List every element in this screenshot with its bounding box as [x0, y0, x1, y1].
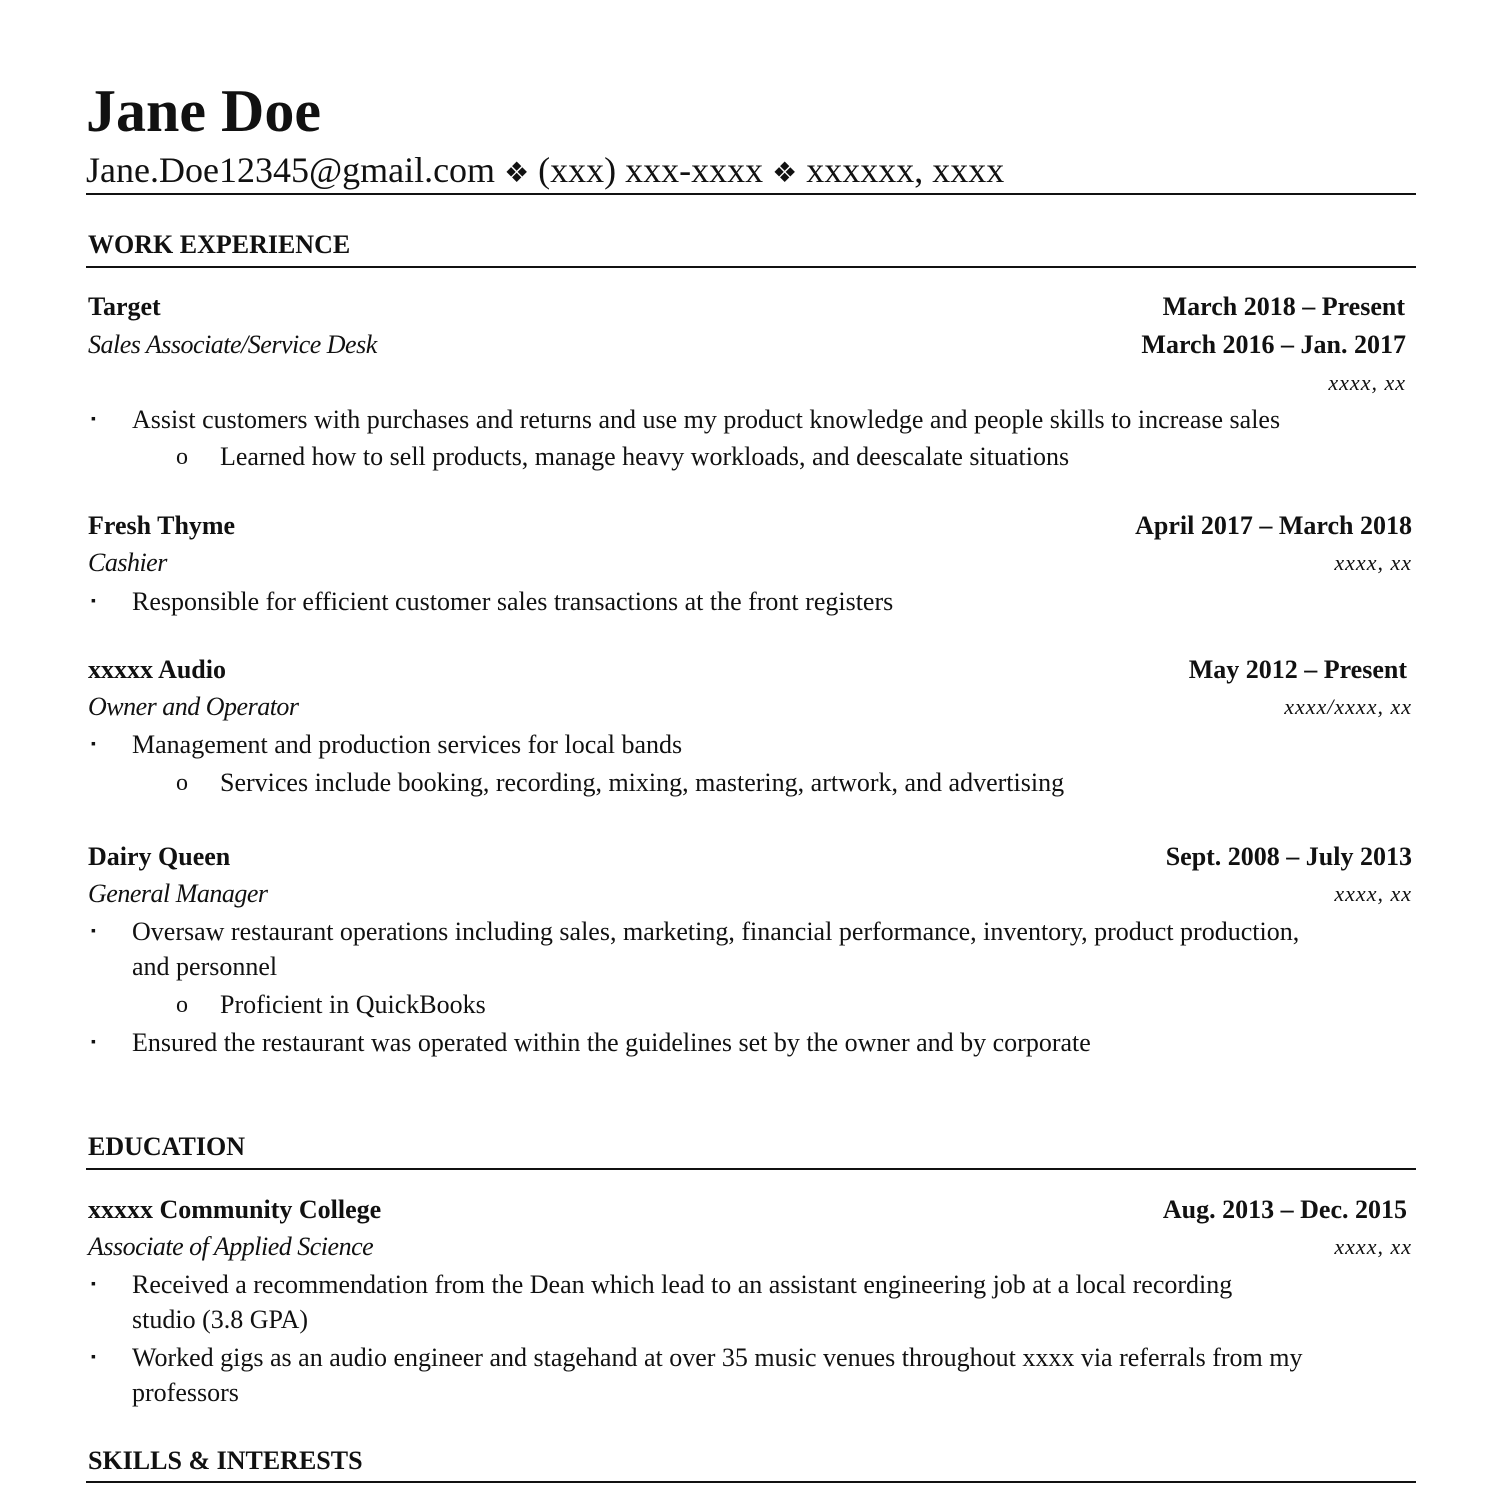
company: Fresh Thyme [88, 511, 236, 540]
dates: Aug. 2013 – Dec. 2015 [1162, 1195, 1407, 1224]
dates: March 2016 – Jan. 2017 [1141, 330, 1406, 359]
email: Jane.Doe12345@gmail.com [86, 150, 496, 190]
separator-icon: ❖ [504, 158, 530, 189]
school: xxxxx Community College [88, 1195, 382, 1224]
bullet-icon: ▪ [91, 1277, 96, 1292]
separator-icon: ❖ [772, 158, 798, 189]
bullet-icon: ▪ [91, 924, 96, 939]
bullet-text: Assist customers with purchases and returns and use my product knowledge and people skills to increase sales [132, 405, 1281, 434]
sub-bullet-icon: o [176, 770, 188, 796]
degree: Associate of Applied Science [88, 1232, 374, 1261]
bullet-text-continued: professors [132, 1378, 239, 1407]
job-location: xxxx, xx [1334, 881, 1412, 906]
divider [86, 266, 1416, 268]
school-location: xxxx, xx [1334, 1234, 1412, 1259]
dates: May 2012 – Present [1188, 655, 1407, 684]
bullet-icon: ▪ [91, 1350, 96, 1365]
bullet-icon: ▪ [91, 412, 96, 427]
sub-bullet-text: Proficient in QuickBooks [220, 990, 486, 1019]
job-title: Owner and Operator [88, 692, 299, 721]
section-heading-skills: SKILLS & INTERESTS [88, 1446, 363, 1475]
sub-bullet-icon: o [176, 992, 188, 1018]
location: xxxxxx, xxxx [806, 150, 1005, 190]
section-heading-education: EDUCATION [88, 1132, 245, 1161]
job-title: Sales Associate/Service Desk [88, 330, 377, 359]
sub-bullet-text: Learned how to sell products, manage heavy workloads, and deescalate situations [220, 442, 1070, 471]
candidate-name: Jane Doe [86, 78, 321, 144]
bullet-text: Responsible for efficient customer sales transactions at the front registers [132, 587, 894, 616]
bullet-text: Oversaw restaurant operations including sales, marketing, financial performance, inventory, product production, [132, 917, 1300, 946]
bullet-text-continued: studio (3.8 GPA) [132, 1305, 309, 1334]
job-location: xxxx, xx [1334, 550, 1412, 575]
company: Dairy Queen [88, 842, 231, 871]
divider [86, 1481, 1416, 1483]
section-heading-work: WORK EXPERIENCE [88, 230, 351, 259]
dates: March 2018 – Present [1162, 292, 1405, 321]
dates: Sept. 2008 – July 2013 [1165, 842, 1412, 871]
divider [86, 1168, 1416, 1170]
job-title: General Manager [88, 879, 268, 908]
company: xxxxx Audio [88, 655, 226, 684]
dates: April 2017 – March 2018 [1135, 511, 1412, 540]
bullet-icon: ▪ [91, 737, 96, 752]
bullet-text: Ensured the restaurant was operated within the guidelines set by the owner and by corporate [132, 1028, 1091, 1057]
contact-line [86, 148, 1004, 196]
company: Target [88, 292, 161, 321]
job-location: xxxx, xx [1328, 370, 1406, 395]
job-location: xxxx/xxxx, xx [1284, 694, 1412, 719]
sub-bullet-icon: o [176, 444, 188, 470]
divider [86, 193, 1416, 195]
bullet-icon: ▪ [91, 1035, 96, 1050]
bullet-text: Worked gigs as an audio engineer and stagehand at over 35 music venues throughout xxxx via referrals from my [132, 1343, 1303, 1372]
bullet-text: Received a recommendation from the Dean which lead to an assistant engineering job at a local recording [132, 1270, 1233, 1299]
bullet-text: Management and production services for local bands [132, 730, 683, 759]
sub-bullet-text: Services include booking, recording, mixing, mastering, artwork, and advertising [220, 768, 1065, 797]
bullet-text-continued: and personnel [132, 952, 278, 981]
phone: (xxx) xxx-xxxx [538, 150, 764, 190]
bullet-icon: ▪ [91, 594, 96, 609]
job-title: Cashier [88, 548, 167, 577]
